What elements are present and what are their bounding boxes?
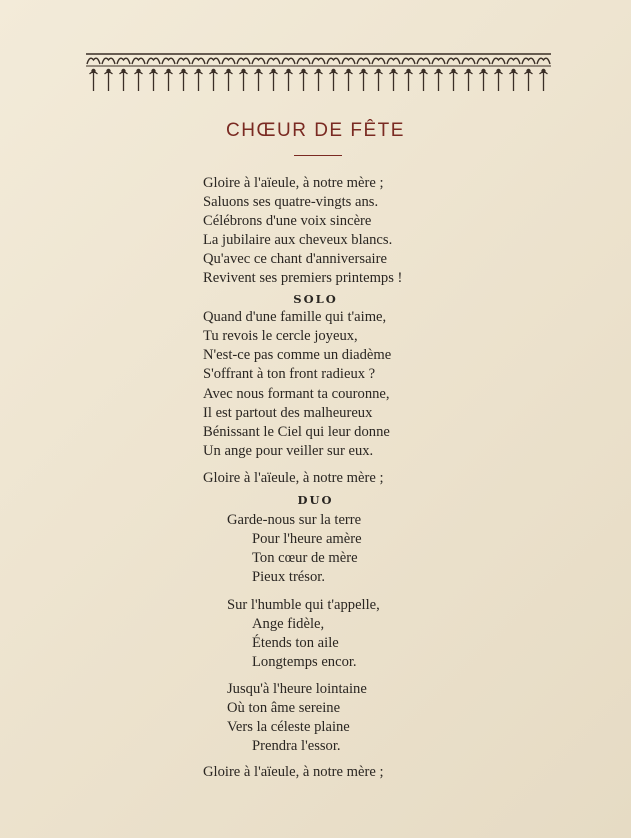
verse-line: Vers la céleste plaine (227, 719, 350, 735)
verse-line: Prendra l'essor. (252, 738, 341, 754)
ornament-curl (432, 58, 445, 64)
verse-line: La jubilaire aux cheveux blancs. (203, 232, 393, 248)
verse-line: Célébrons d'une voix sincère (203, 213, 372, 229)
ornament-curl (222, 58, 235, 64)
verse-line: Revivent ses premiers printemps ! (203, 270, 403, 286)
ornament-curl (462, 58, 475, 64)
ornament-curl (192, 58, 205, 64)
ornamental-border (86, 52, 551, 92)
verse-line: Quand d'une famille qui t'aime, (203, 309, 387, 325)
ornament-curl (147, 58, 160, 64)
ornament-curl (492, 58, 505, 64)
ornament-curl (372, 58, 385, 64)
verse-line: Pour l'heure amère (252, 531, 362, 547)
verse-line: Étends ton aile (252, 635, 339, 651)
ornament-curl (207, 58, 220, 64)
ornament-curl (162, 58, 175, 64)
verse-line: Jusqu'à l'heure lointaine (227, 681, 367, 697)
verse-line: Où ton âme sereine (227, 700, 341, 716)
ornament-curl (87, 58, 100, 64)
ornament-curl (267, 58, 280, 64)
verse-line: Garde-nous sur la terre (227, 512, 362, 528)
ornament-curl (102, 58, 115, 64)
ornament-curl (522, 58, 535, 64)
ornament-curl (477, 58, 490, 64)
ornament-curl (177, 58, 190, 64)
solo-heading: SOLO (293, 292, 338, 306)
ornament-curl (417, 58, 430, 64)
verse-line: N'est-ce pas comme un diadème (203, 347, 392, 363)
verse-line: Pieux trésor. (252, 569, 325, 585)
ornament-curl (402, 58, 415, 64)
verse-line: Ange fidèle, (252, 616, 325, 632)
ornament-curl (297, 58, 310, 64)
ornament-curl (342, 58, 355, 64)
ornament-curl (312, 58, 325, 64)
verse-line: Avec nous formant ta couronne, (203, 386, 390, 402)
ornament-curl (282, 58, 295, 64)
verse-line: Gloire à l'aïeule, à notre mère ; (203, 175, 384, 191)
page-title: CHŒUR DE FÊTE (226, 120, 405, 141)
ornament-curl (252, 58, 265, 64)
duo-heading: DUO (297, 493, 334, 507)
refrain-line: Gloire à l'aïeule, à notre mère ; (203, 470, 384, 486)
ornament-curl (447, 58, 460, 64)
verse-line: Sur l'humble qui t'appelle, (227, 597, 380, 613)
verse-line: Qu'avec ce chant d'anniversaire (203, 251, 387, 267)
ornament-curl (327, 58, 340, 64)
verse-line: Saluons ses quatre-vingts ans. (203, 194, 379, 210)
verse-line: Ton cœur de mère (252, 550, 358, 566)
verse-line: Longtemps encor. (252, 654, 357, 670)
verse-line: S'offrant à ton front radieux ? (203, 366, 376, 382)
verse-line: Tu revois le cercle joyeux, (203, 328, 358, 344)
refrain-line: Gloire à l'aïeule, à notre mère ; (203, 764, 384, 780)
ornament-curl (357, 58, 370, 64)
ornament-curl (537, 58, 550, 64)
ornament-curl (387, 58, 400, 64)
verse-line: Il est partout des malheureux (203, 405, 373, 421)
verse-line: Un ange pour veiller sur eux. (203, 443, 374, 459)
verse-line: Bénissant le Ciel qui leur donne (203, 424, 390, 440)
ornament-curl (117, 58, 130, 64)
ornament-curl (132, 58, 145, 64)
ornament-curl (507, 58, 520, 64)
ornament-curl (237, 58, 250, 64)
title-divider (294, 155, 342, 156)
